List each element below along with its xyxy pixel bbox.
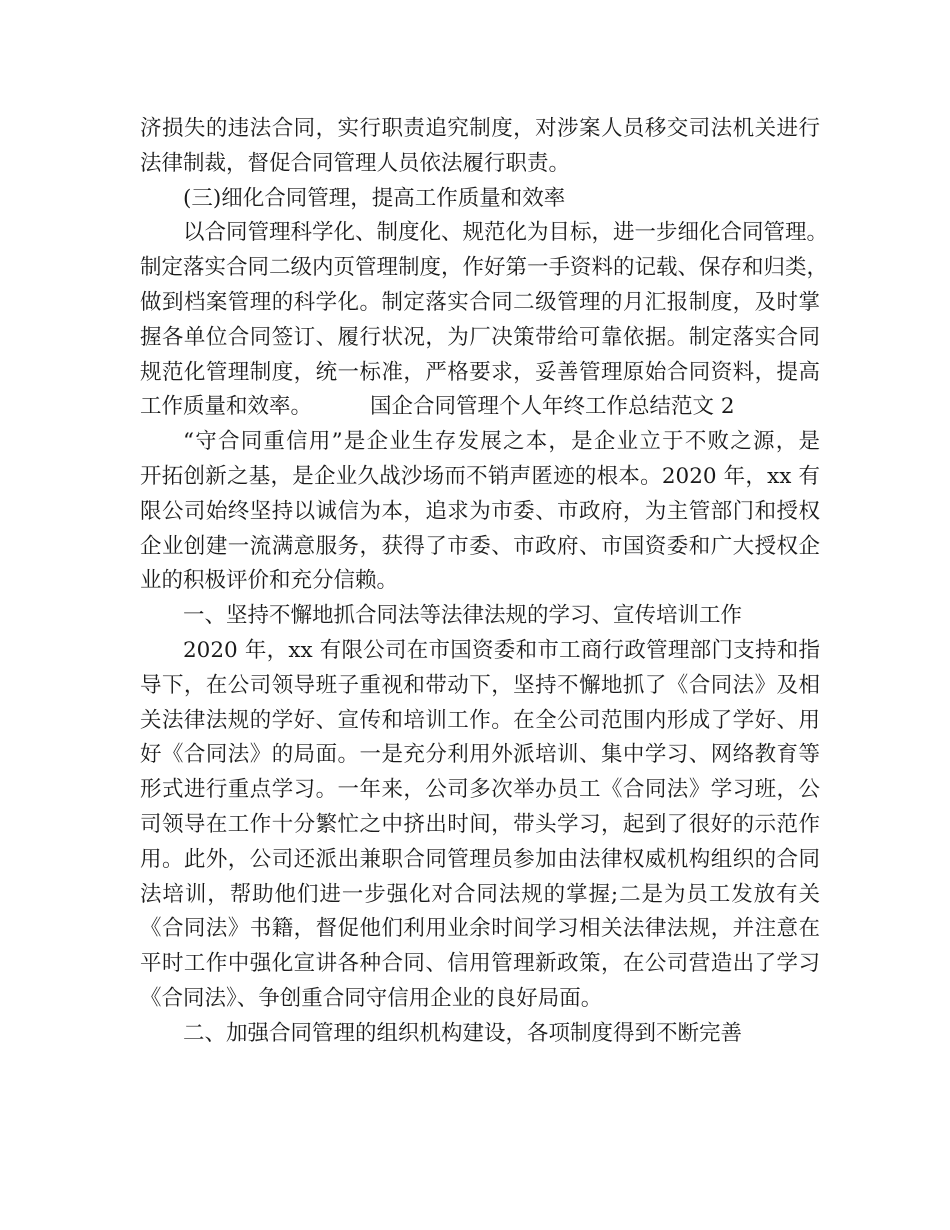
paragraph-line: 制定落实合同二级内页管理制度，作好第一手资料的记载、保存和归类， xyxy=(140,255,829,281)
document-title: 国企合同管理个人年终工作总结范文 2 xyxy=(370,394,735,420)
paragraph-line: 规范化管理制度，统一标准，严格要求，妥善管理原始合同资料，提高 xyxy=(140,359,820,385)
paragraph-line: 济损失的违法合同，实行职责追究制度，对涉案人员移交司法机关进行 xyxy=(140,116,820,141)
section-heading: 一、坚持不懈地抓合同法等法律法规的学习、宣传培训工作 xyxy=(183,603,743,629)
paragraph-line: 企业创建一流满意服务，获得了市委、市政府、市国资委和广大授权企 xyxy=(140,533,820,559)
paragraph-line: 《合同法》、争创重合同守信用企业的良好局面。 xyxy=(140,985,603,1011)
paragraph-line: 平时工作中强化宣讲各种合同、信用管理新政策，在公司营造出了学习 xyxy=(140,951,820,977)
paragraph-line: 关法律法规的学好、宣传和培训工作。在全公司范围内形成了学好、用 xyxy=(140,707,820,733)
paragraph-line: 导下，在公司领导班子重视和带动下，坚持不懈地抓了《合同法》及相 xyxy=(140,672,820,698)
paragraph-line: 业的积极评价和充分信赖。 xyxy=(140,568,399,594)
paragraph-line: 2020 年，xx 有限公司在市国资委和市工商行政管理部门支持和指 xyxy=(183,637,820,663)
paragraph-line: 用。此外，公司还派出兼职合同管理员参加由法律权威机构组织的合同 xyxy=(140,846,820,872)
paragraph-line: “守合同重信用”是企业生存发展之本，是企业立于不败之源，是 xyxy=(183,429,820,455)
document-page xyxy=(140,112,829,1052)
paragraph-line: 工作质量和效率。 xyxy=(140,394,313,420)
paragraph-line-with-title xyxy=(140,390,820,425)
paragraph-line: 限公司始终坚持以诚信为本，追求为市委、市政府，为主管部门和授权 xyxy=(140,498,820,524)
section-heading: 二、加强合同管理的组织机构建设，各项制度得到不断完善 xyxy=(183,1020,743,1046)
paragraph-line: 做到档案管理的科学化。制定落实合同二级管理的月汇报制度，及时掌 xyxy=(140,289,820,315)
paragraph-line: 法律制裁，督促合同管理人员依法履行职责。 xyxy=(140,150,571,176)
paragraph-line: 法培训，帮助他们进一步强化对合同法规的掌握;二是为员工发放有关 xyxy=(140,881,820,907)
paragraph-line: 开拓创新之基，是企业久战沙场而不销声匿迹的根本。2020 年，xx 有 xyxy=(140,463,820,489)
paragraph-line: 司领导在工作十分繁忙之中挤出时间，带头学习，起到了很好的示范作 xyxy=(140,811,820,837)
paragraph-line: 以合同管理科学化、制度化、规范化为目标，进一步细化合同管理。 xyxy=(183,220,829,246)
paragraph-line: 形式进行重点学习。一年来，公司多次举办员工《合同法》学习班，公 xyxy=(140,777,820,803)
paragraph-line: 好《合同法》的局面。一是充分利用外派培训、集中学习、网络教育等 xyxy=(140,742,820,768)
section-heading: (三)细化合同管理，提高工作质量和效率 xyxy=(183,185,566,211)
paragraph-line: 《合同法》书籍，督促他们利用业余时间学习相关法律法规，并注意在 xyxy=(140,916,820,942)
paragraph-line: 握各单位合同签订、履行状况，为厂决策带给可靠依据。制定落实合同 xyxy=(140,324,820,350)
